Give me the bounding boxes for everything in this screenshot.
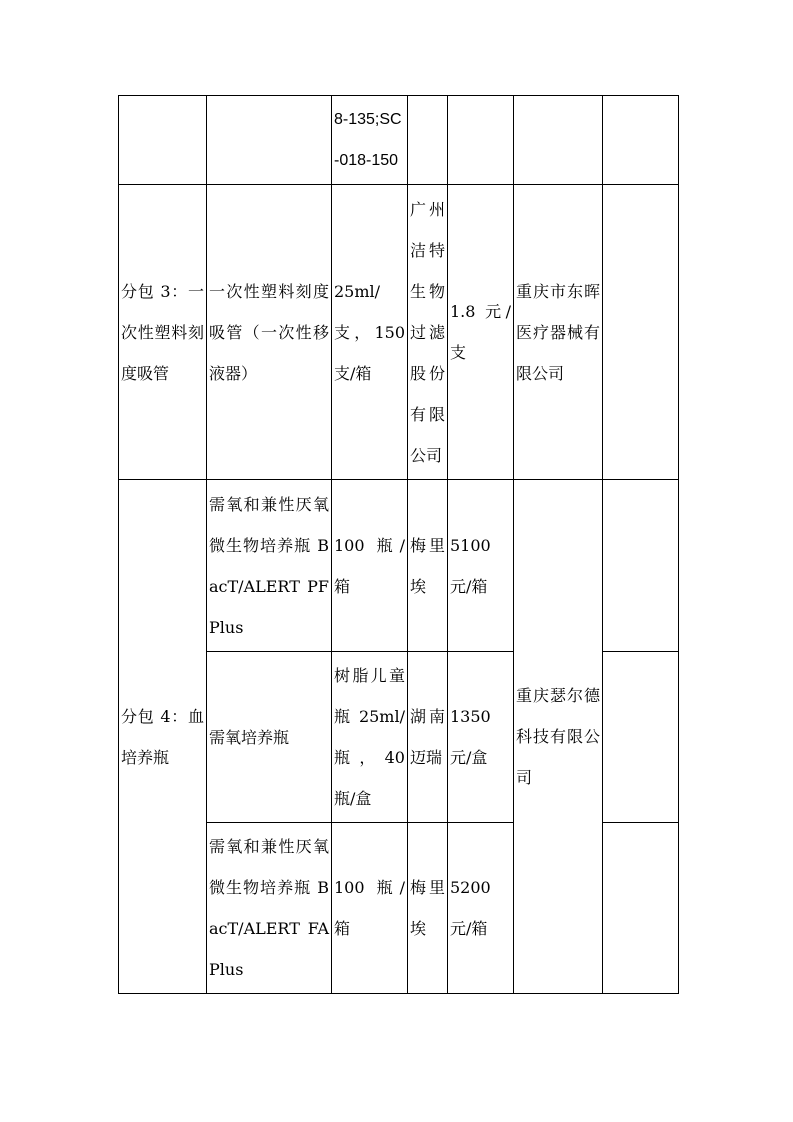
- manufacturer-cell: 广州洁特生物过滤股份有限公司: [408, 185, 448, 480]
- table-row: [119, 480, 679, 652]
- note-cell: [603, 480, 679, 652]
- spec-cell: 树脂儿童瓶 25ml/瓶，40 瓶/盒: [332, 652, 408, 823]
- product-cell: 一次性塑料刻度吸管（一次性移液器）: [207, 185, 332, 480]
- spec-cell: 100 瓶/箱: [332, 480, 408, 652]
- table-row: [119, 185, 679, 480]
- price-cell: 1.8 元/支: [448, 185, 514, 480]
- product-cell: [207, 96, 332, 185]
- price-cell: 5200 元/箱: [448, 823, 514, 994]
- package-cell: [119, 96, 207, 185]
- note-cell: [603, 652, 679, 823]
- note-cell: [603, 96, 679, 185]
- note-cell: [603, 823, 679, 994]
- manufacturer-cell: 梅里埃: [408, 823, 448, 994]
- package-cell: 分包 3：一次性塑料刻度吸管: [119, 185, 207, 480]
- manufacturer-cell: 梅里埃: [408, 480, 448, 652]
- supplier-cell: 重庆市东晖医疗器械有限公司: [514, 185, 603, 480]
- manufacturer-cell: 湖南迈瑞: [408, 652, 448, 823]
- note-cell: [603, 185, 679, 480]
- price-cell: 5100 元/箱: [448, 480, 514, 652]
- spec-cell: 100 瓶/箱: [332, 823, 408, 994]
- product-cell: 需氧培养瓶: [207, 652, 332, 823]
- price-cell: 1350 元/盒: [448, 652, 514, 823]
- spec-cell: 25ml/支，150 支/箱: [332, 185, 408, 480]
- price-cell: [448, 96, 514, 185]
- product-cell: 需氧和兼性厌氧微生物培养瓶 BacT/ALERT PF Plus: [207, 480, 332, 652]
- manufacturer-cell: [408, 96, 448, 185]
- procurement-table: [118, 95, 679, 994]
- product-cell: 需氧和兼性厌氧微生物培养瓶 BacT/ALERT FA Plus: [207, 823, 332, 994]
- table-row: [119, 96, 679, 185]
- package-cell: 分包 4：血培养瓶: [119, 480, 207, 994]
- supplier-cell: [514, 96, 603, 185]
- spec-cell: 8-135;SC-018-150: [332, 96, 408, 185]
- supplier-cell: 重庆瑟尔德科技有限公司: [514, 480, 603, 994]
